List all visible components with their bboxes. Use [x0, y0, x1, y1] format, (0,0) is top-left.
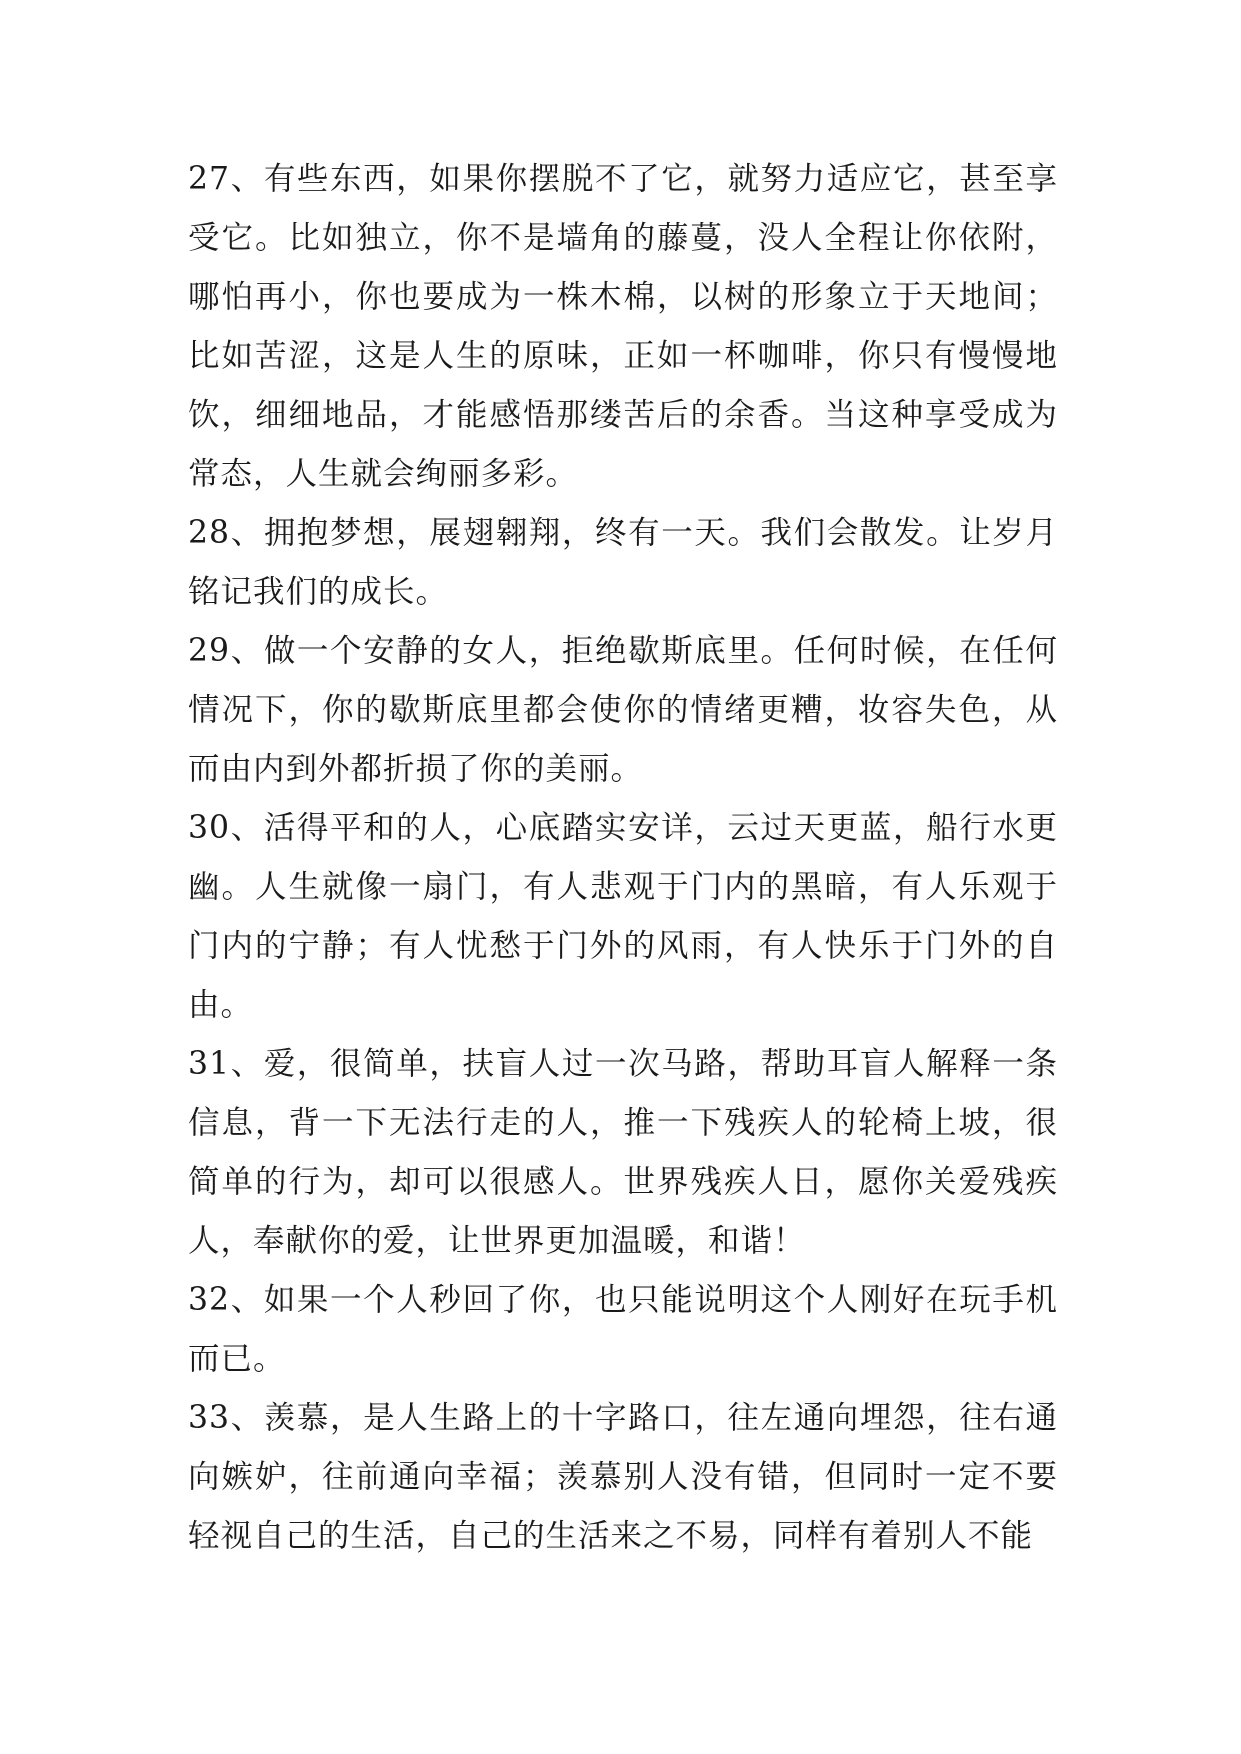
document-body — [188, 150, 1058, 1566]
paragraph-33: 33、羡慕，是人生路上的十字路口，往左通向埋怨，往右通向嫉妒，往前通向幸福；羡慕别人没有错，但同时一定不要轻视自己的生活，自己的生活来之不易，同样有着别人不能 — [188, 1400, 1058, 1554]
paragraph-29: 29、做一个安静的女人，拒绝歇斯底里。任何时候，在任何情况下，你的歇斯底里都会使你的情绪更糟，妆容失色，从而由内到外都折损了你的美丽。 — [188, 633, 1058, 787]
paragraph-30: 30、活得平和的人，心底踏实安详，云过天更蓝，船行水更幽。人生就像一扇门，有人悲观于门内的黑暗，有人乐观于门内的宁静；有人忧愁于门外的风雨，有人快乐于门外的自由。 — [188, 810, 1058, 1023]
paragraph-32: 32、如果一个人秒回了你，也只能说明这个人刚好在玩手机而已。 — [188, 1282, 1058, 1377]
paragraph-27: 27、有些东西，如果你摆脱不了它，就努力适应它，甚至享受它。比如独立，你不是墙角的藤蔓，没人全程让你依附，哪怕再小，你也要成为一株木棉，以树的形象立于天地间；比如苦涩，这是人生的原味，正如一杯咖啡，你只有慢慢地饮，细细地品，才能感悟那缕苦后的余香。当这种享受成为常态，人生就会绚丽多彩。 — [188, 161, 1058, 492]
paragraph-28: 28、拥抱梦想，展翅翱翔，终有一天。我们会散发。让岁月铭记我们的成长。 — [188, 515, 1058, 610]
paragraph-31: 31、爱，很简单，扶盲人过一次马路，帮助耳盲人解释一条信息，背一下无法行走的人，推一下残疾人的轮椅上坡，很简单的行为，却可以很感人。世界残疾人日，愿你关爱残疾人，奉献你的爱，让世界更加温暖，和谐！ — [188, 1046, 1058, 1259]
